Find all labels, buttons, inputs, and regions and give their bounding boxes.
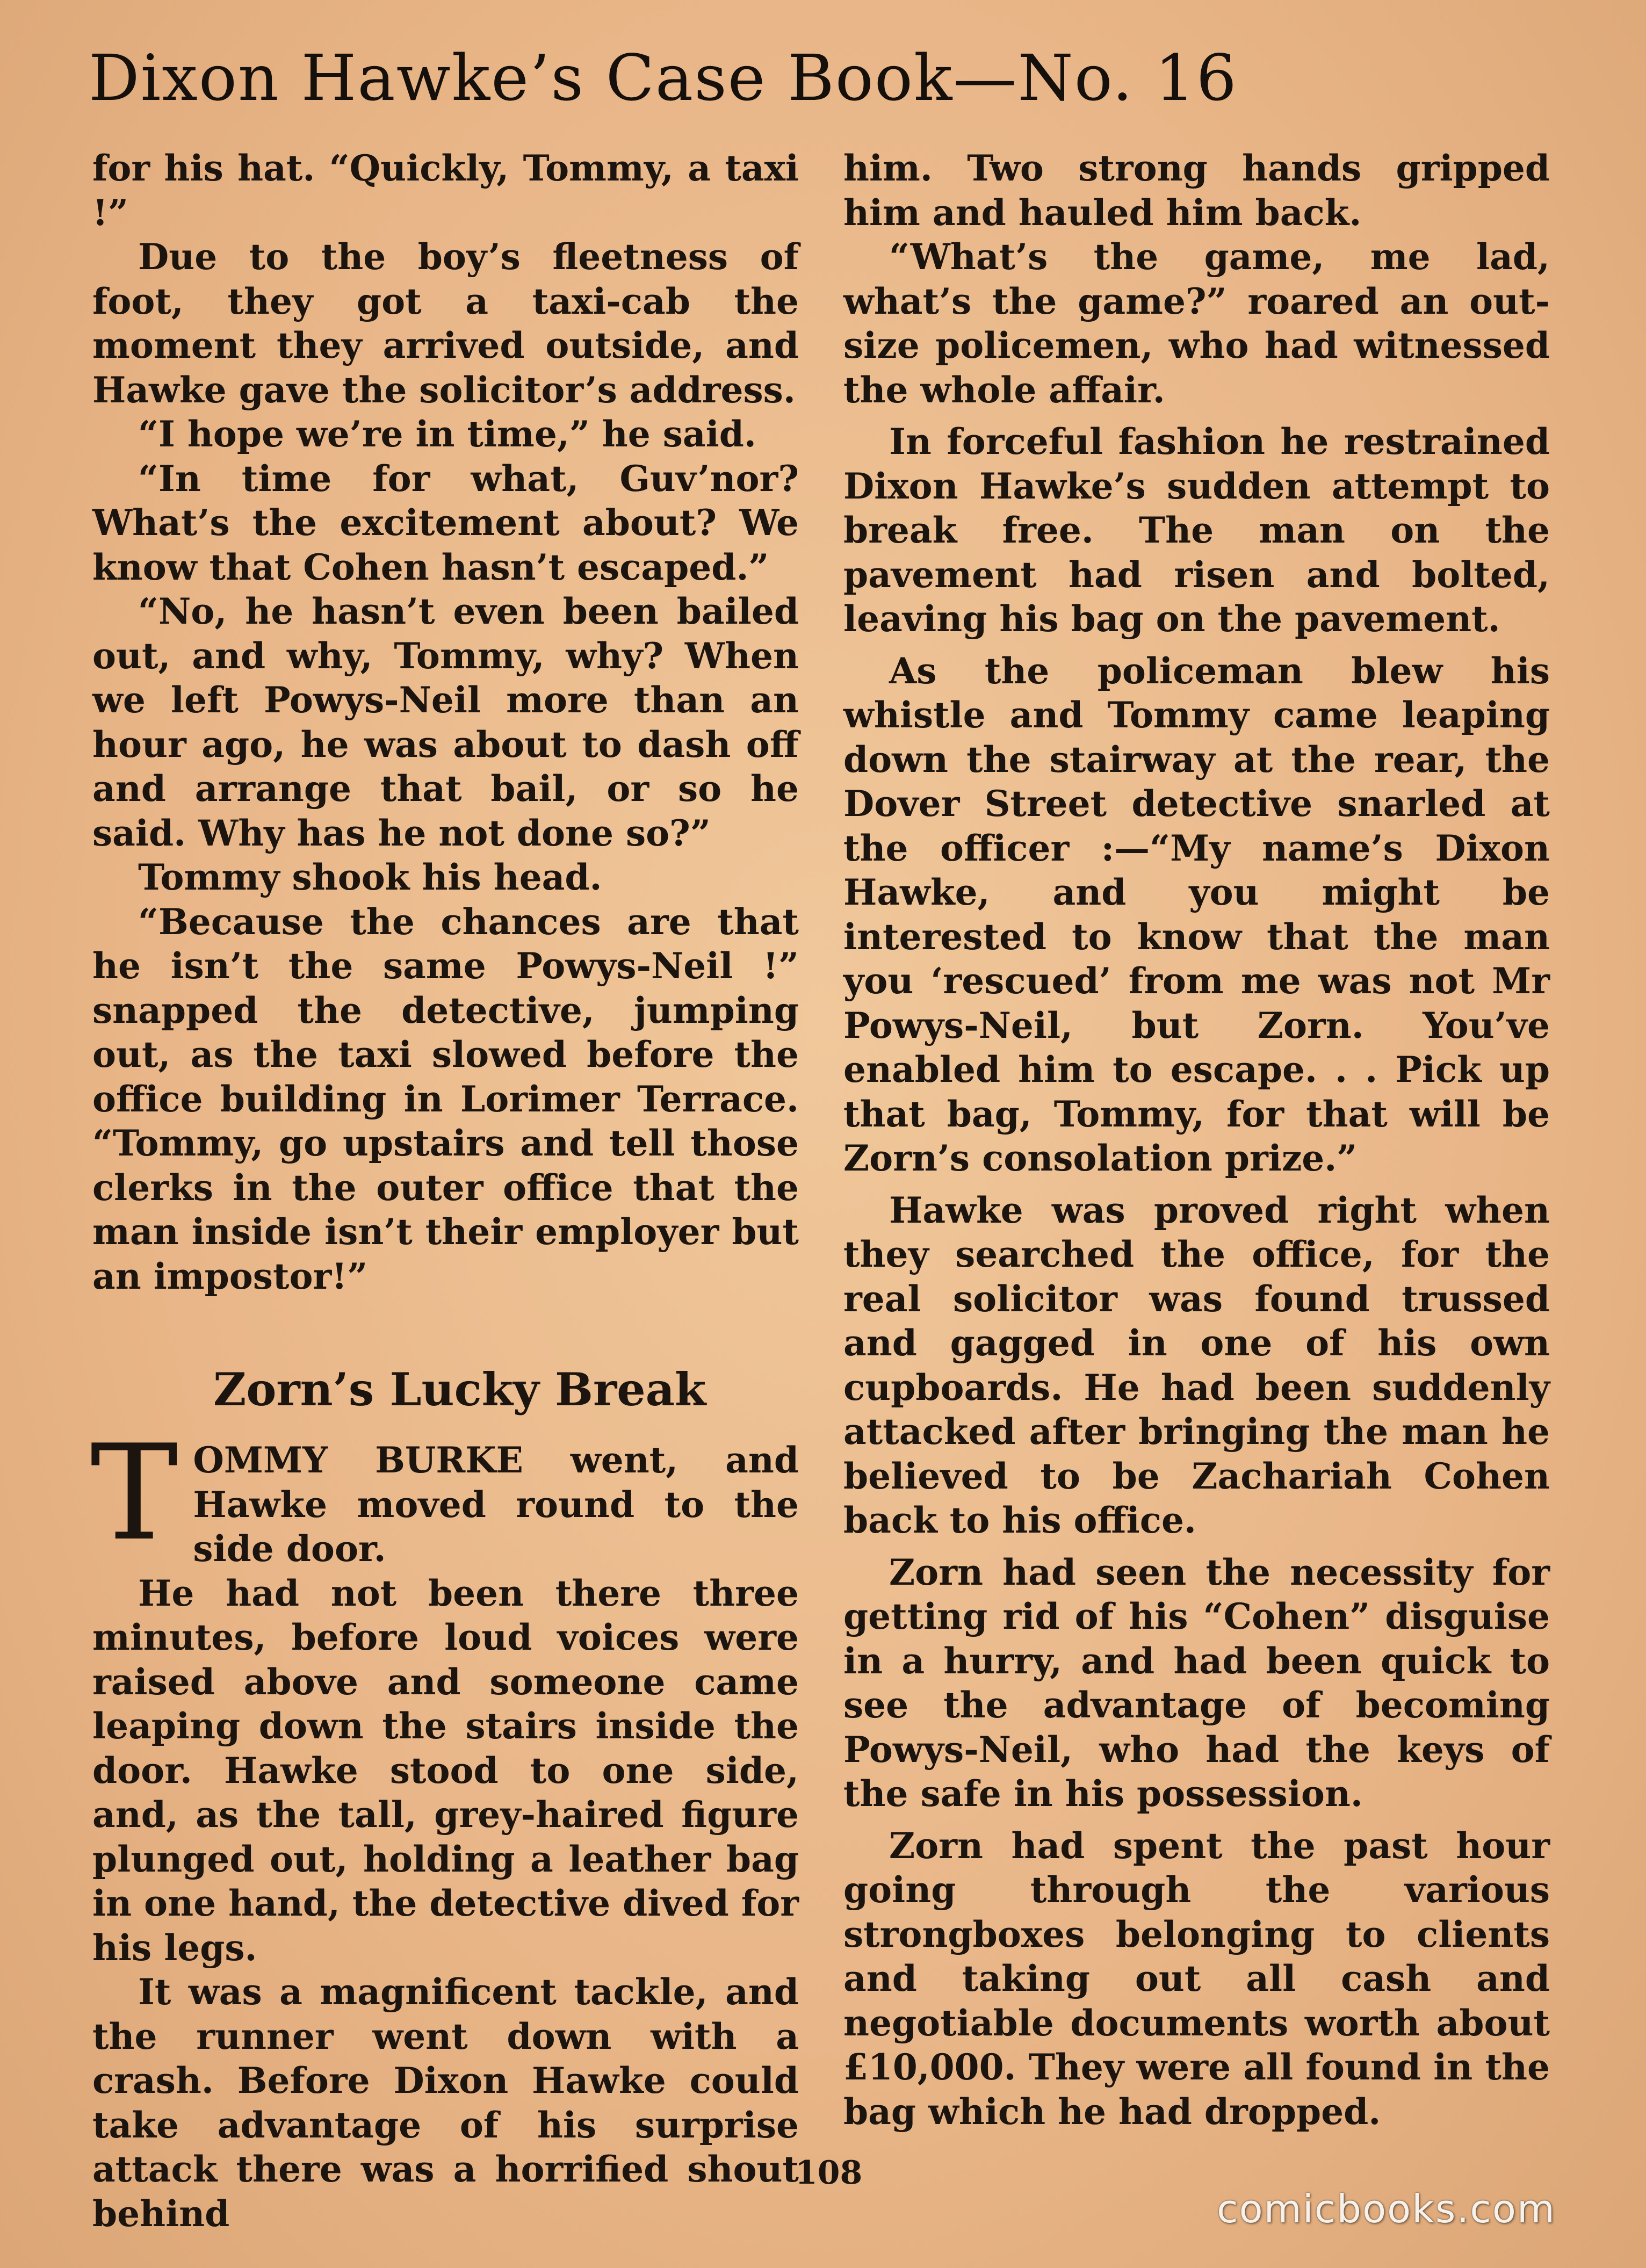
- right-column: [843, 146, 1550, 2134]
- paragraph: “I hope we’re in time,” he said.: [138, 413, 756, 455]
- paragraph: It was a magnificent tackle, and the runner went down with a crash. Before Dixon Hawke could take advantage of his surprise attack there was a horrified shout behind: [92, 1971, 799, 2235]
- section-heading: Zorn’s Lucky Break: [213, 1363, 706, 1416]
- paragraph: “Because the chances are that he isn’t the same Powys-Neil !” snapped the detective, jumping out, as the taxi slowed before the office building in Lorimer Terrace. “Tommy, go upstairs and tell those clerks in the outer office that the man inside isn’t their employer but an impostor!”: [92, 900, 799, 1297]
- page-number: 108: [795, 2154, 863, 2192]
- paragraph: OMMY BURKE went, and Hawke moved round to the side door.: [193, 1439, 799, 1570]
- paragraph: Zorn had spent the past hour going through the various strongboxes belonging to clients and taking out all cash and negotiable documents worth about £10,000. They were all found in the bag which he had dropped.: [843, 1824, 1550, 2133]
- paragraph: Due to the boy’s fleetness of foot, they got a taxi-cab the moment they arrived outside, and Hawke gave the solicitor’s address.: [92, 236, 799, 411]
- paragraph: Hawke was proved right when they searched the office, for the real solicitor was found trussed and gagged in one of his own cupboards. He had been suddenly attacked after bringing the man he believed to be Zachariah Cohen back to his office.: [843, 1189, 1550, 1541]
- watermark: comicbooks.com: [1217, 2186, 1556, 2231]
- paragraph: him. Two strong hands gripped him and hauled him back.: [843, 147, 1550, 234]
- paragraph: “What’s the game, me lad, what’s the game?” roared an out-size policemen, who had witnessed the whole affair.: [843, 236, 1550, 411]
- paragraph: “In time for what, Guv’nor? What’s the excitement about? We know that Cohen hasn’t escaped.”: [92, 457, 799, 588]
- paragraph: Tommy shook his head.: [138, 856, 602, 898]
- paragraph: In forceful fashion he restrained Dixon Hawke’s sudden attempt to break free. The man on the pavement had risen and bolted, leaving his bag on the pavement.: [843, 421, 1550, 640]
- paragraph: for his hat. “Quickly, Tommy, a taxi !”: [92, 147, 799, 234]
- paragraph: As the policeman blew his whistle and Tommy came leaping down the stairway at the rear, the Dover Street detective snarled at the officer :—“My name’s Dixon Hawke, and you might be interested to know that the man you ‘rescued’ from me was not Mr Powys-Neil, but Zorn. You’ve enabled him to escape. . . Pick up that bag, Tommy, for that will be Zorn’s consolation prize.”: [843, 649, 1550, 1179]
- paragraph: He had not been there three minutes, before loud voices were raised above and someone came leaping down the stairs inside the door. Hawke stood to one side, and, as the tall, grey-haired figure plunged out, holding a leather bag in one hand, the detective dived for his legs.: [92, 1572, 799, 1969]
- drop-cap-letter: T: [90, 1417, 178, 1570]
- left-column: [92, 146, 799, 2236]
- drop-cap-paragraph: [90, 1417, 799, 1571]
- paragraph: “No, he hasn’t even been bailed out, and why, Tommy, why? When we left Powys-Neil more than an hour ago, he was about to dash off and arrange that bail, or so he said. Why has he not done so?”: [92, 590, 799, 854]
- paragraph: Zorn had seen the necessity for getting rid of his “Cohen” disguise in a hurry, and had been quick to see the advantage of becoming Powys-Neil, who had the keys of the safe in his possession.: [843, 1551, 1550, 1815]
- page-title: Dixon Hawke’s Case Book—No. 16: [89, 41, 1238, 115]
